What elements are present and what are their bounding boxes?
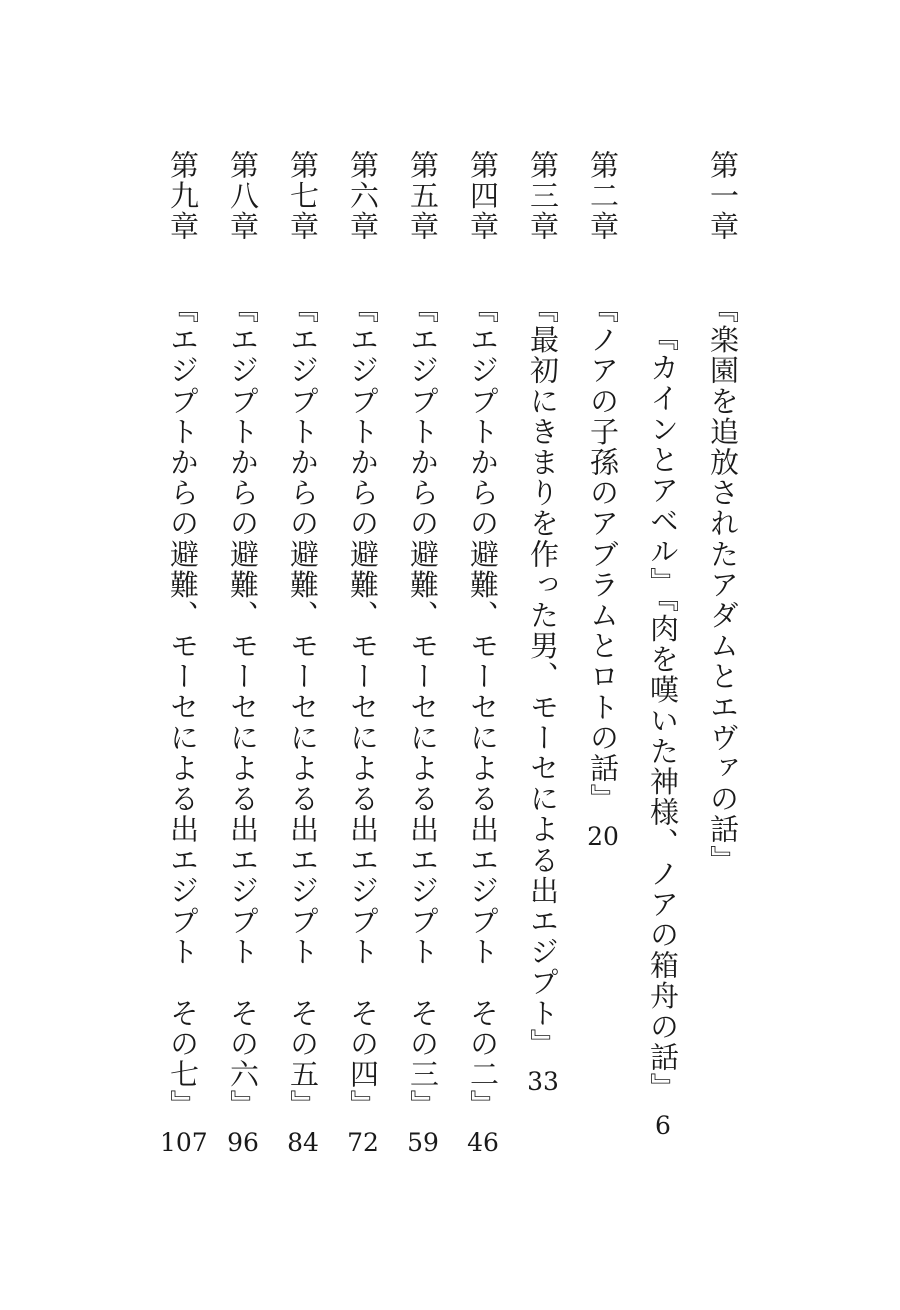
page-number: 33	[527, 1066, 559, 1096]
chapter-title: 『エジプトからの避難、モーセによる出エジプト その七』	[166, 293, 200, 1121]
chapter-number: 第四章	[466, 150, 500, 242]
page-number: 59	[407, 1128, 439, 1158]
spacer	[243, 242, 244, 294]
page-number: 96	[227, 1128, 259, 1158]
chapter-number: 第五章	[406, 150, 440, 242]
toc-entry	[700, 150, 746, 875]
toc-entry	[520, 150, 566, 1119]
page-number: 72	[347, 1128, 379, 1158]
toc-entry	[340, 150, 386, 1180]
spacer	[663, 270, 664, 322]
toc-entry	[640, 150, 686, 1163]
toc-entry	[460, 150, 506, 1180]
chapter-number: 第九章	[166, 150, 200, 242]
chapter-number: 第六章	[346, 150, 380, 242]
page-number: 107	[160, 1128, 208, 1158]
page-number-wrap	[280, 1120, 326, 1180]
toc-entry	[280, 150, 326, 1180]
page-number-wrap	[340, 1120, 386, 1180]
spacer	[363, 242, 364, 294]
page-number-wrap	[160, 1120, 206, 1180]
page-number: 84	[287, 1128, 319, 1158]
chapter-title: 『カインとアベル』『肉を嘆いた神様、ノアの箱舟の話』	[646, 322, 680, 1104]
spacer	[723, 242, 724, 294]
chapter-title: 『エジプトからの避難、モーセによる出エジプト その二』	[466, 293, 500, 1121]
page-number-wrap	[460, 1120, 506, 1180]
spacer	[483, 242, 484, 294]
chapter-number: 第三章	[526, 150, 560, 242]
page-number-wrap	[520, 1059, 566, 1119]
page-number-wrap	[580, 814, 626, 874]
spacer	[423, 242, 424, 294]
chapter-title: 『ノアの子孫のアブラムとロトの話』	[586, 293, 620, 815]
chapter-number: 第二章	[586, 150, 620, 242]
chapter-number: 第一章	[706, 150, 740, 242]
page-number: 20	[587, 822, 619, 852]
chapter-number: 第八章	[226, 150, 260, 242]
page-number-wrap	[400, 1120, 446, 1180]
chapter-number: 第七章	[286, 150, 320, 242]
page-number: 6	[655, 1111, 671, 1141]
spacer	[603, 242, 604, 294]
page-number-wrap	[220, 1120, 266, 1180]
spacer	[183, 242, 184, 294]
spacer	[543, 242, 544, 294]
chapter-title: 『エジプトからの避難、モーセによる出エジプト その四』	[346, 293, 380, 1121]
chapter-title: 『楽園を追放されたアダムとエヴァの話』	[706, 293, 740, 876]
toc-entry	[160, 150, 206, 1180]
toc-entry	[580, 150, 626, 874]
page-number-wrap	[640, 1103, 686, 1163]
toc-entry	[220, 150, 266, 1180]
chapter-title: 『エジプトからの避難、モーセによる出エジプト その三』	[406, 293, 440, 1121]
toc-entry	[400, 150, 446, 1180]
chapter-title: 『エジプトからの避難、モーセによる出エジプト その五』	[286, 293, 320, 1121]
spacer	[303, 242, 304, 294]
chapter-title: 『最初にきまりを作った男、モーセによる出エジプト』	[526, 293, 560, 1059]
page-number: 46	[467, 1128, 499, 1158]
chapter-title: 『エジプトからの避難、モーセによる出エジプト その六』	[226, 293, 260, 1121]
